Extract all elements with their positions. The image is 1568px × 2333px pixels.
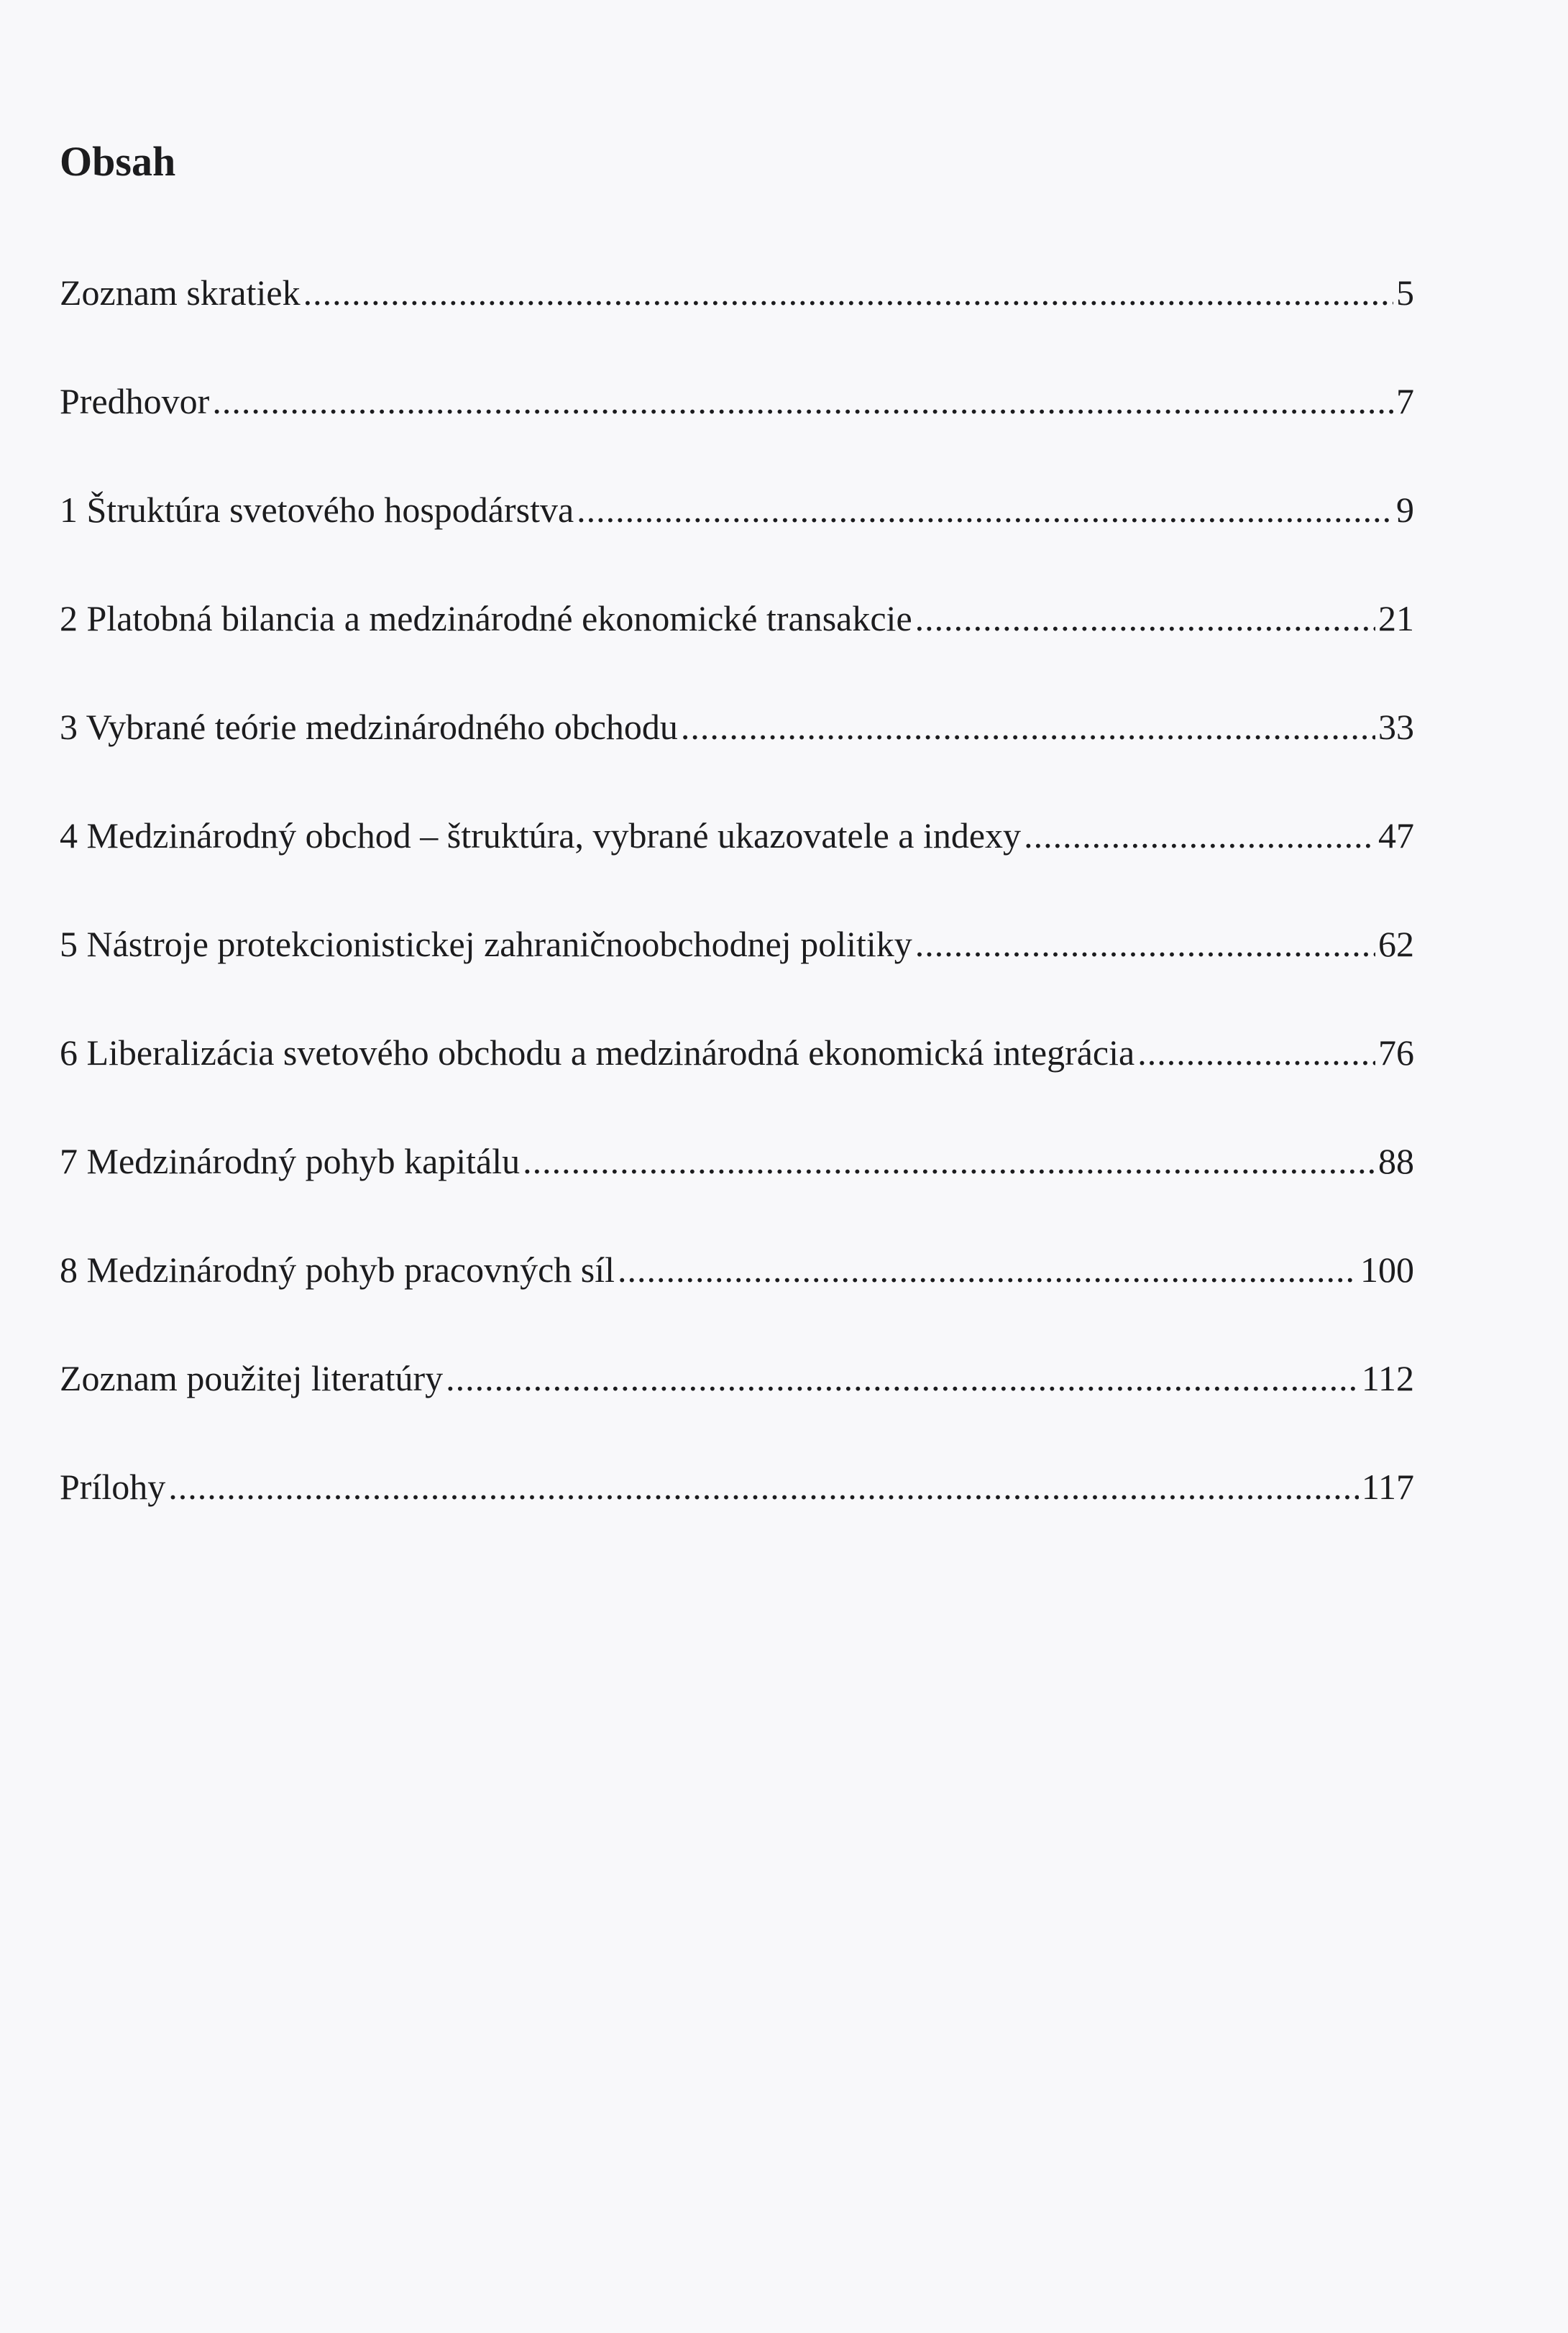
dot-leader xyxy=(1137,999,1375,1107)
dot-leader xyxy=(915,890,1375,999)
toc-entry[interactable] xyxy=(60,890,1414,999)
dot-leader xyxy=(523,1107,1375,1216)
dot-leader xyxy=(1024,782,1375,890)
toc-entry-page: 33 xyxy=(1378,707,1414,747)
toc-entry-label: 3 Vybrané teórie medzinárodného obchodu xyxy=(60,707,678,747)
toc-entry[interactable] xyxy=(60,673,1414,782)
toc-entry[interactable] xyxy=(60,239,1414,347)
dot-leader xyxy=(915,564,1375,673)
toc-entry[interactable] xyxy=(60,1433,1414,1541)
dot-leader xyxy=(681,673,1375,782)
toc-entry-page: 62 xyxy=(1378,924,1414,964)
toc-entry-page: 7 xyxy=(1396,381,1414,421)
toc-entry[interactable] xyxy=(60,456,1414,564)
toc-entry[interactable] xyxy=(60,999,1414,1107)
toc-entry-label: 8 Medzinárodný pohyb pracovných síl xyxy=(60,1250,615,1290)
toc-entry-label: Predhovor xyxy=(60,381,210,421)
toc-entry-label: Prílohy xyxy=(60,1467,166,1507)
toc-entry-label: 4 Medzinárodný obchod – štruktúra, vybrané ukazovatele a indexy xyxy=(60,815,1022,856)
toc-entry-page: 88 xyxy=(1378,1141,1414,1181)
dot-leader xyxy=(303,239,1393,347)
toc-entry[interactable] xyxy=(60,1324,1414,1433)
toc-entry[interactable] xyxy=(60,1107,1414,1216)
toc-entry-label: Zoznam použitej literatúry xyxy=(60,1358,444,1398)
toc-entry-page: 76 xyxy=(1378,1032,1414,1073)
toc-entry-label: 1 Štruktúra svetového hospodárstva xyxy=(60,490,574,530)
toc-entry[interactable] xyxy=(60,564,1414,673)
toc-entry-label: 2 Platobná bilancia a medzinárodné ekonomické transakcie xyxy=(60,598,912,638)
toc-entry-page: 100 xyxy=(1360,1250,1414,1290)
page-title: Obsah xyxy=(60,138,176,185)
toc-entry-page: 9 xyxy=(1396,490,1414,530)
toc-entry[interactable] xyxy=(60,782,1414,890)
dot-leader xyxy=(577,456,1393,564)
dot-leader xyxy=(168,1433,1359,1541)
toc-entry-label: 5 Nástroje protekcionistickej zahraničnoobchodnej politiky xyxy=(60,924,912,964)
toc-entry[interactable] xyxy=(60,1216,1414,1324)
dot-leader xyxy=(212,347,1393,456)
toc-entry-page: 21 xyxy=(1378,598,1414,638)
dot-leader xyxy=(618,1216,1357,1324)
toc-entry-label: Zoznam skratiek xyxy=(60,272,301,313)
toc-entry-page: 47 xyxy=(1378,815,1414,856)
toc-entry-label: 6 Liberalizácia svetového obchodu a medzinárodná ekonomická integrácia xyxy=(60,1032,1135,1073)
toc-entry[interactable] xyxy=(60,347,1414,456)
dot-leader xyxy=(446,1324,1359,1433)
toc-entry-page: 117 xyxy=(1361,1467,1414,1507)
table-of-contents xyxy=(60,239,1414,1541)
toc-entry-page: 5 xyxy=(1396,272,1414,313)
toc-entry-page: 112 xyxy=(1361,1358,1414,1398)
toc-entry-label: 7 Medzinárodný pohyb kapitálu xyxy=(60,1141,521,1181)
